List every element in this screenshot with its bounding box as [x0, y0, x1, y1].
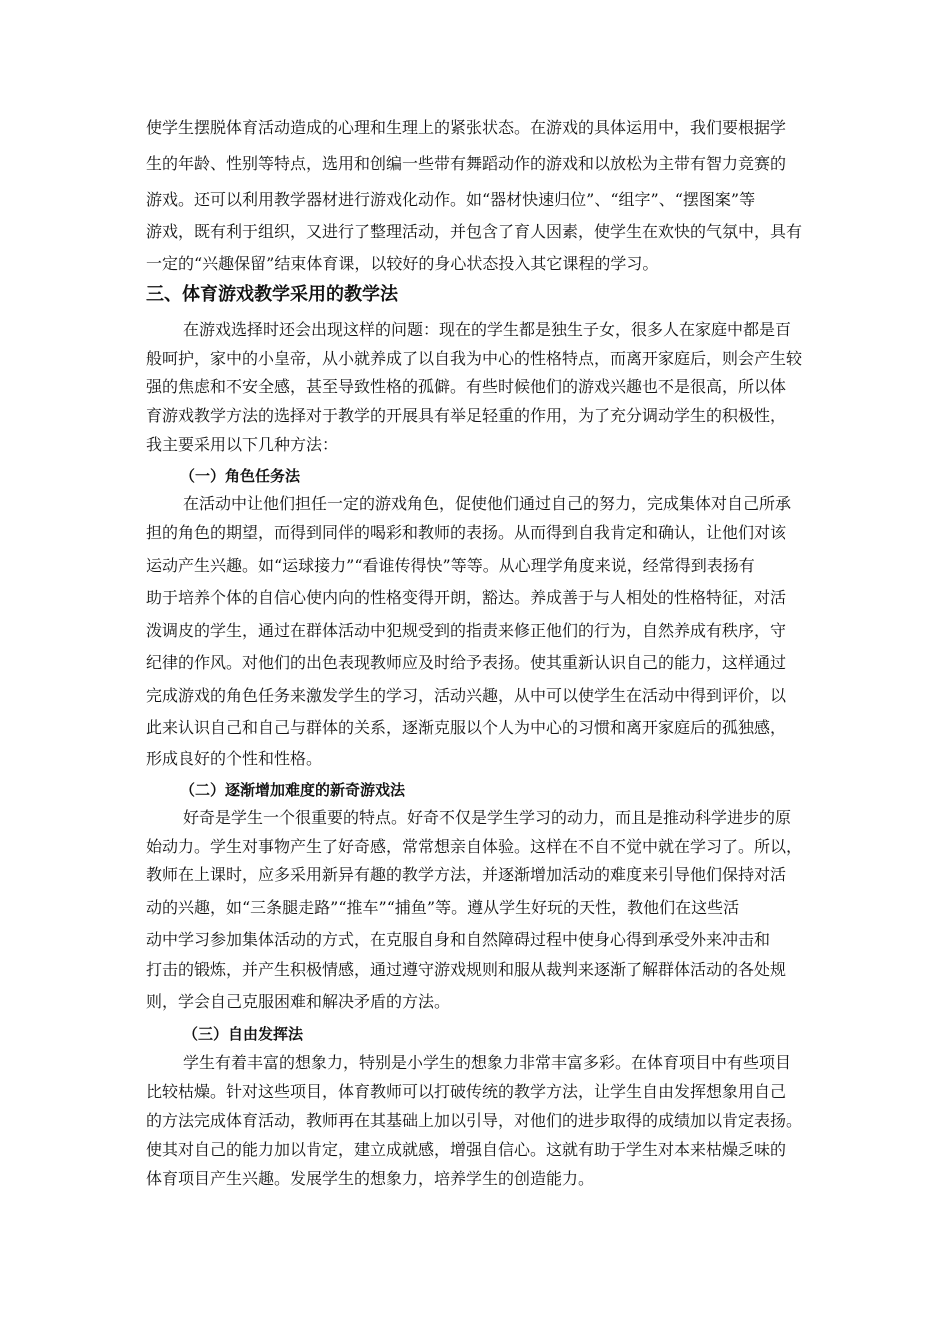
subsection-heading: （一）角色任务法	[180, 467, 301, 485]
paragraph-line: 担的角色的期望，而得到同伴的喝彩和教师的表扬。从而得到自我肯定和确认，让他们对该	[146, 523, 787, 542]
paragraph-line: 在活动中让他们担任一定的游戏角色，促使他们通过自己的努力，完成集体对自己所承	[183, 494, 792, 513]
paragraph-line: 一定的“兴趣保留”结束体育课，以较好的身心状态投入其它课程的学习。	[146, 254, 659, 273]
paragraph-line: 形成良好的个性和性格。	[146, 749, 323, 768]
paragraph-line: 生的年龄、性别等特点，选用和创编一些带有舞蹈动作的游戏和以放松为主带有智力竞赛的	[146, 154, 787, 173]
paragraph-line: 完成游戏的角色任务来激发学生的学习，活动兴趣，从中可以使学生在活动中得到评价，以	[146, 686, 787, 705]
paragraph-line: 动的兴趣，如“三条腿走路”“推车”“捕鱼”等。遵从学生好玩的天性，教他们在这些活	[146, 898, 740, 917]
section-heading: 三、体育游戏教学采用的教学法	[146, 284, 398, 305]
paragraph-line: 比较枯燥。针对这些项目，体育教师可以打破传统的教学方法，让学生自由发挥想象用自己	[146, 1082, 787, 1101]
paragraph-line: 动中学习参加集体活动的方式，在克服自身和自然障碍过程中使身心得到承受外来冲击和	[146, 930, 771, 949]
paragraph-line: 始动力。学生对事物产生了好奇感，常常想亲自体验。这样在不自不觉中就在学习了。所以，	[146, 837, 803, 856]
paragraph-line: 运动产生兴趣。如“运球接力”“看谁传得快”等等。从心理学角度来说，经常得到表扬有	[146, 556, 755, 575]
paragraph-line: 打击的锻炼，并产生积极情感，通过遵守游戏规则和服从裁判来逐渐了解群体活动的各处规	[146, 960, 787, 979]
subsection-heading: （二）逐渐增加难度的新奇游戏法	[180, 781, 406, 799]
paragraph-line: 游戏，既有利于组织，又进行了整理活动，并包含了育人因素，使学生在欢快的气氛中，具有	[146, 222, 803, 241]
paragraph-line: 使其对自己的能力加以肯定，建立成就感，增强自信心。这就有助于学生对本来枯燥乏味的	[146, 1140, 787, 1159]
paragraph-line: 则，学会自己克服困难和解决矛盾的方法。	[146, 992, 451, 1011]
paragraph-line: 的方法完成体育活动，教师再在其基础上加以引导，对他们的进步取得的成绩加以肯定表扬。	[146, 1111, 803, 1130]
paragraph-line: 游戏。还可以利用教学器材进行游戏化动作。如“器材快速归位”、“组字”、“摆图案”等	[146, 190, 756, 209]
paragraph-line: 助于培养个体的自信心使内向的性格变得开朗，豁达。养成善于与人相处的性格特征，对活	[146, 588, 787, 607]
paragraph-line: 强的焦虑和不安全感，甚至导致性格的孤僻。有些时候他们的游戏兴趣也不是很高，所以体	[146, 377, 787, 396]
paragraph-line: 纪律的作风。对他们的出色表现教师应及时给予表扬。使其重新认识自己的能力，这样通过	[146, 653, 787, 672]
subsection-heading: （三）自由发挥法	[183, 1025, 304, 1043]
paragraph-line: 般呵护，家中的小皇帝，从小就养成了以自我为中心的性格特点，而离开家庭后，则会产生较	[146, 349, 803, 368]
paragraph-line: 泼调皮的学生，通过在群体活动中犯规受到的指责来修正他们的行为，自然养成有秩序，守	[146, 621, 787, 640]
paragraph-line: 好奇是学生一个很重要的特点。好奇不仅是学生学习的动力，而且是推动科学进步的原	[183, 808, 792, 827]
paragraph-line: 学生有着丰富的想象力，特别是小学生的想象力非常丰富多彩。在体育项目中有些项目	[183, 1053, 792, 1072]
paragraph-line: 教师在上课时，应多采用新异有趣的教学方法，并逐渐增加活动的难度来引导他们保持对活	[146, 865, 787, 884]
paragraph-line: 在游戏选择时还会出现这样的问题：现在的学生都是独生子女，很多人在家庭中都是百	[183, 320, 792, 339]
paragraph-line: 使学生摆脱体育活动造成的心理和生理上的紧张状态。在游戏的具体运用中，我们要根据学	[146, 118, 787, 137]
paragraph-line: 育游戏教学方法的选择对于教学的开展具有举足轻重的作用，为了充分调动学生的积极性，	[146, 406, 787, 425]
paragraph-line: 我主要采用以下几种方法：	[146, 435, 339, 454]
paragraph-line: 此来认识自己和自己与群体的关系，逐渐克服以个人为中心的习惯和离开家庭后的孤独感，	[146, 718, 787, 737]
paragraph-line: 体育项目产生兴趣。发展学生的想象力，培养学生的创造能力。	[146, 1169, 595, 1188]
